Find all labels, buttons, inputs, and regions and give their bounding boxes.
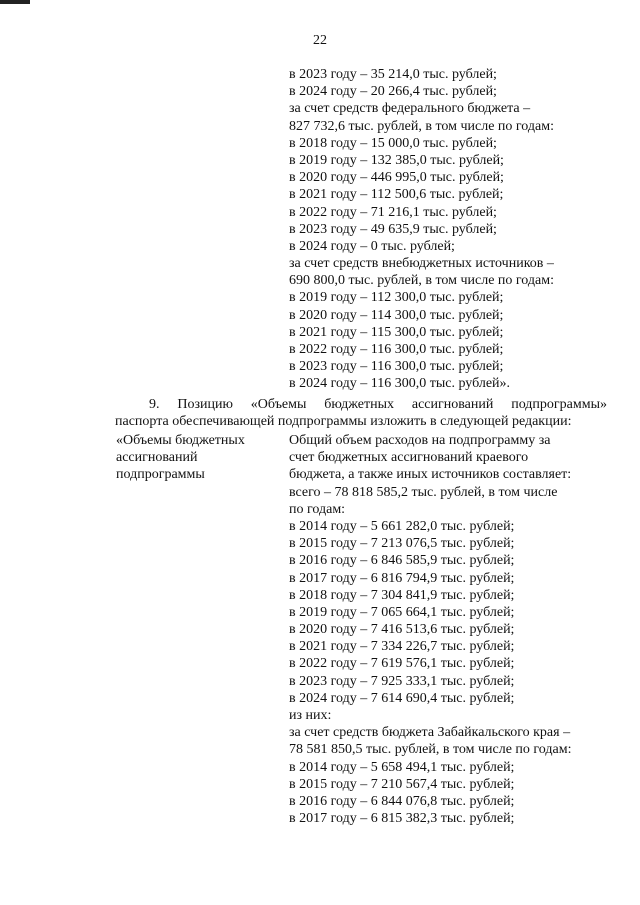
text-line: в 2023 году – 116 300,0 тыс. рублей; [289,359,504,375]
text-line: в 2023 году – 35 214,0 тыс. рублей; [289,67,497,82]
value-line: в 2016 году – 6 844 076,8 тыс. рублей; [289,793,515,809]
value-line: в 2022 году – 7 619 576,1 тыс. рублей; [289,656,515,672]
label-line: подпрограммы [116,467,205,483]
funding-by-year-block [289,66,554,393]
text-line: в 2024 году – 20 266,4 тыс. рублей; [289,84,497,100]
value-line: Общий объем расходов на подпрограмму за [289,433,551,448]
table-value-column [289,432,572,827]
value-line: из них: [289,708,332,723]
amendment-paragraph [116,396,607,430]
value-line: в 2017 году – 6 816 794,9 тыс. рублей; [289,570,515,586]
value-line: в 2014 году – 5 658 494,1 тыс. рублей; [289,759,515,775]
text-line: за счет средств внебюджетных источников – [289,256,554,272]
text-line: 827 732,6 тыс. рублей, в том числе по годам: [289,118,554,134]
scan-edge-mark [0,0,30,4]
table-label-column [116,432,245,484]
value-line: в 2019 году – 7 065 664,1 тыс. рублей; [289,604,515,620]
text-line: в 2024 году – 116 300,0 тыс. рублей». [289,376,511,392]
text-line: в 2022 году – 71 216,1 тыс. рублей; [289,204,497,220]
value-line: по годам: [289,501,346,517]
value-line: в 2018 году – 7 304 841,9 тыс. рублей; [289,587,515,603]
value-line: бюджета, а также иных источников составляет: [289,467,572,483]
text-line: в 2024 году – 0 тыс. рублей; [289,238,455,254]
text-line: в 2021 году – 112 500,6 тыс. рублей; [289,187,504,203]
text-line: в 2018 году – 15 000,0 тыс. рублей; [289,135,497,151]
value-line: всего – 78 818 585,2 тыс. рублей, в том числе [289,484,558,500]
value-line: в 2023 году – 7 925 333,1 тыс. рублей; [289,673,515,689]
text-line: в 2020 году – 114 300,0 тыс. рублей; [289,307,504,323]
value-line: в 2015 году – 7 210 567,4 тыс. рублей; [289,776,515,792]
text-line: в 2021 году – 115 300,0 тыс. рублей; [289,324,504,340]
value-line: 78 581 850,5 тыс. рублей, в том числе по годам: [289,742,572,758]
text-line: в 2019 году – 112 300,0 тыс. рублей; [289,290,504,306]
text-line: 690 800,0 тыс. рублей, в том числе по годам: [289,273,554,289]
paragraph-line: 9. Позицию «Объемы бюджетных ассигнований подпрограммы» [149,397,607,412]
text-line: в 2020 году – 446 995,0 тыс. рублей; [289,170,504,186]
text-line: в 2022 году – 116 300,0 тыс. рублей; [289,342,504,357]
value-line: счет бюджетных ассигнований краевого [289,450,529,466]
value-line: за счет средств бюджета Забайкальского края – [289,725,571,741]
label-line: ассигнований [116,450,198,466]
value-line: в 2020 году – 7 416 513,6 тыс. рублей; [289,622,515,638]
value-line: в 2015 году – 7 213 076,5 тыс. рублей; [289,536,515,552]
value-line: в 2024 году – 7 614 690,4 тыс. рублей; [289,690,515,706]
text-line: за счет средств федерального бюджета – [289,101,531,117]
text-line: в 2019 году – 132 385,0 тыс. рублей; [289,152,504,168]
paragraph-line: паспорта обеспечивающей подпрограммы изложить в следующей редакции: [115,414,572,430]
value-line: в 2016 году – 6 846 585,9 тыс. рублей; [289,553,515,569]
value-line: в 2021 году – 7 334 226,7 тыс. рублей; [289,639,515,655]
value-line: в 2014 году – 5 661 282,0 тыс. рублей; [289,518,515,534]
value-line: в 2017 году – 6 815 382,3 тыс. рублей; [289,811,515,827]
page-number: 22 [313,33,327,48]
text-line: в 2023 году – 49 635,9 тыс. рублей; [289,221,497,237]
label-line: «Объемы бюджетных [116,433,245,448]
